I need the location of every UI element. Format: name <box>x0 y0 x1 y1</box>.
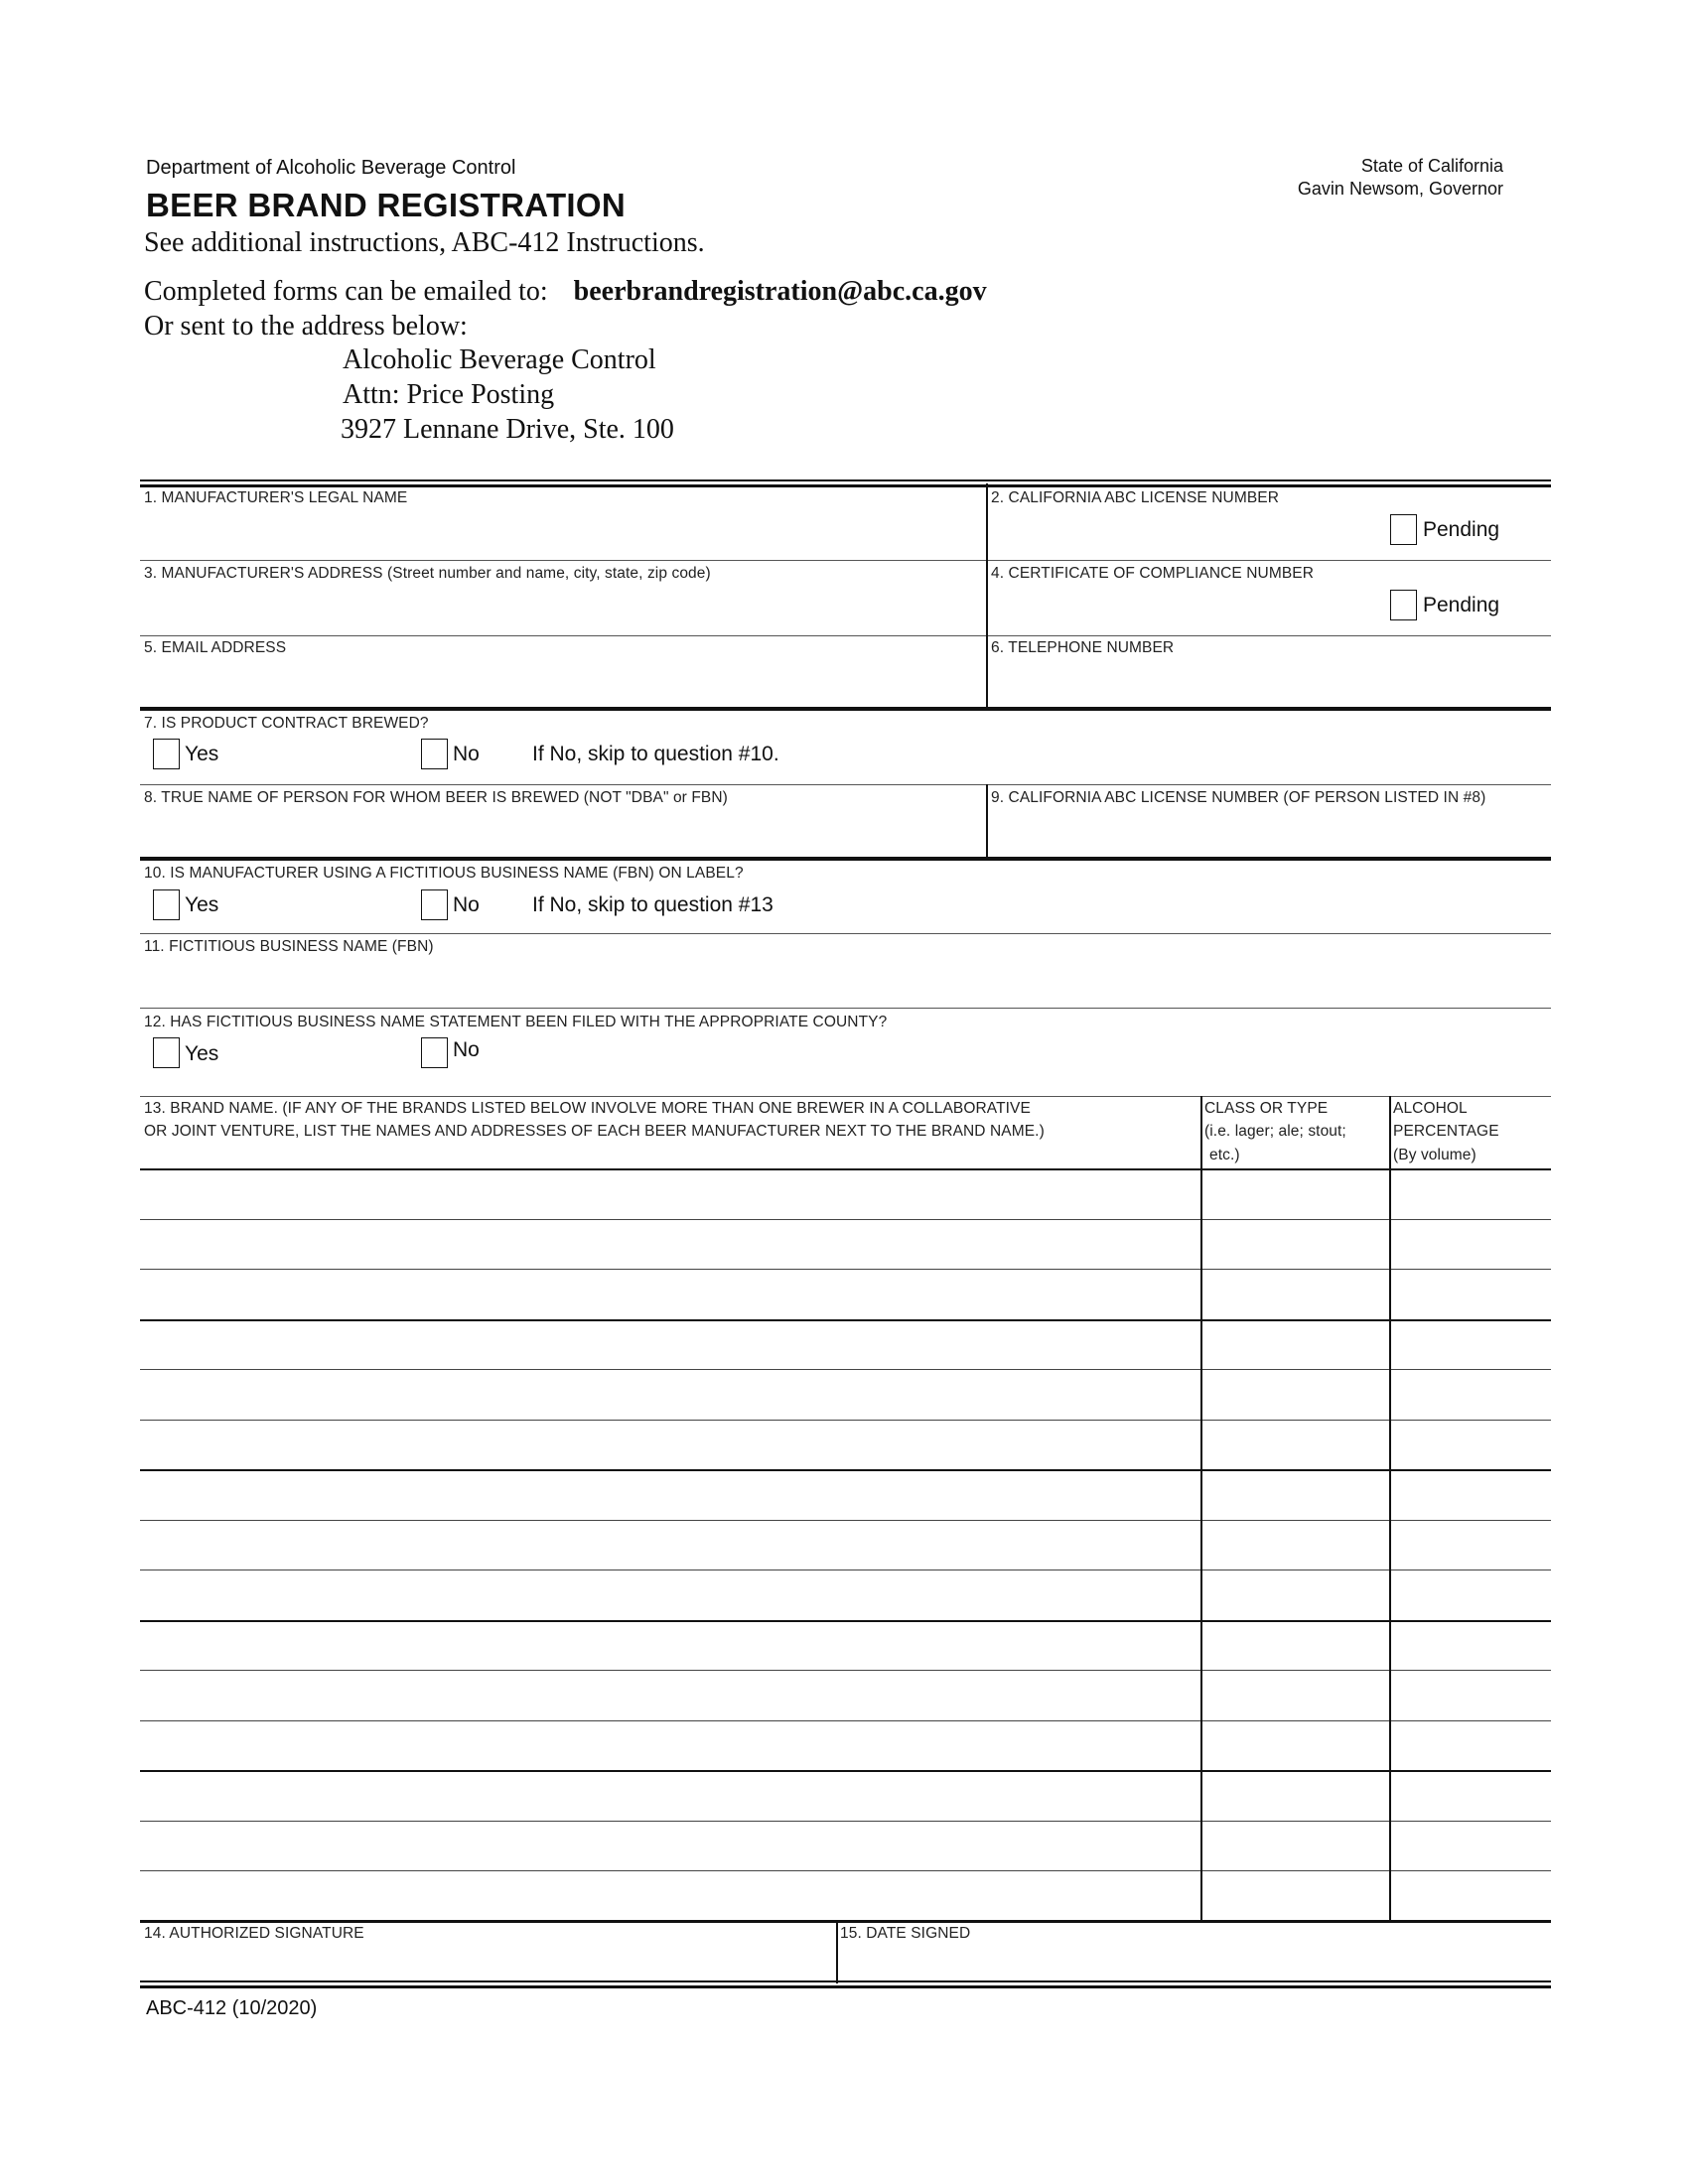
manufacturer-address-input[interactable] <box>144 588 982 629</box>
field-label-1: 1. MANUFACTURER'S LEGAL NAME <box>144 489 408 506</box>
fbn-yes-checkbox[interactable] <box>153 889 180 920</box>
brand-name-cell[interactable] <box>144 1778 1198 1817</box>
alcohol-percentage-cell[interactable] <box>1393 1277 1552 1315</box>
divider <box>140 784 1551 785</box>
class-type-cell[interactable] <box>1204 1878 1389 1917</box>
yes-label: Yes <box>185 893 219 916</box>
class-type-cell[interactable] <box>1204 1277 1389 1315</box>
email-link[interactable]: beerbrandregistration@abc.ca.gov <box>573 276 987 307</box>
table-row-line <box>140 1219 1551 1220</box>
fbn-filed-no-checkbox[interactable] <box>421 1037 448 1068</box>
brewed-for-license-input[interactable] <box>991 812 1531 854</box>
fbn-filed-yes-checkbox[interactable] <box>153 1037 180 1068</box>
table-row-line <box>140 1469 1551 1471</box>
email-instruction <box>144 276 987 308</box>
alcohol-percentage-cell[interactable] <box>1393 1327 1552 1366</box>
field-label-9: 9. CALIFORNIA ABC LICENSE NUMBER (OF PERSON LISTED IN #8) <box>991 789 1486 806</box>
yes-label: Yes <box>185 1042 219 1065</box>
alcohol-header-3: (By volume) <box>1393 1147 1477 1163</box>
divider <box>140 479 1551 481</box>
field-label-7: 7. IS PRODUCT CONTRACT BREWED? <box>144 715 429 732</box>
divider <box>140 857 1551 861</box>
field-label-10: 10. IS MANUFACTURER USING A FICTITIOUS BUSINESS NAME (FBN) ON LABEL? <box>144 865 744 882</box>
class-type-header-2: (i.e. lager; ale; stout; <box>1204 1123 1346 1140</box>
field-label-11: 11. FICTITIOUS BUSINESS NAME (FBN) <box>144 938 434 955</box>
table-row-line <box>140 1269 1551 1270</box>
brand-name-cell[interactable] <box>144 1377 1198 1416</box>
table-row-line <box>140 1168 1551 1170</box>
alcohol-percentage-cell[interactable] <box>1393 1678 1552 1716</box>
no-label: No <box>453 743 480 765</box>
class-type-cell[interactable] <box>1204 1628 1389 1667</box>
class-type-cell[interactable] <box>1204 1829 1389 1867</box>
field-label-4: 4. CERTIFICATE OF COMPLIANCE NUMBER <box>991 565 1315 582</box>
brand-name-cell[interactable] <box>144 1176 1198 1215</box>
class-type-cell[interactable] <box>1204 1477 1389 1516</box>
field-label-5: 5. EMAIL ADDRESS <box>144 639 287 656</box>
class-type-header: CLASS OR TYPE <box>1204 1100 1329 1117</box>
pending-checkbox-2[interactable] <box>1390 514 1417 545</box>
field-label-2: 2. CALIFORNIA ABC LICENSE NUMBER <box>991 489 1280 506</box>
class-type-header-3: etc.) <box>1209 1147 1240 1163</box>
table-row-line <box>140 1620 1551 1622</box>
address-line-1: Alcoholic Beverage Control <box>343 344 656 375</box>
brand-name-cell[interactable] <box>144 1477 1198 1516</box>
pending-label: Pending <box>1423 594 1500 616</box>
or-sent-text: Or sent to the address below: <box>144 311 468 341</box>
field-label-6: 6. TELEPHONE NUMBER <box>991 639 1175 656</box>
field-label-3: 3. MANUFACTURER'S ADDRESS (Street number and name, city, state, zip code) <box>144 565 711 582</box>
class-type-cell[interactable] <box>1204 1176 1389 1215</box>
email-address-input[interactable] <box>144 663 982 705</box>
contract-brewed-yes-checkbox[interactable] <box>153 739 180 769</box>
divider <box>140 1096 1551 1097</box>
contract-brewed-no-checkbox[interactable] <box>421 739 448 769</box>
alcohol-percentage-cell[interactable] <box>1393 1778 1552 1817</box>
certificate-compliance-input[interactable] <box>991 588 1382 629</box>
alcohol-percentage-cell[interactable] <box>1393 1528 1552 1567</box>
divider <box>986 784 988 858</box>
date-signed-input[interactable] <box>840 1948 1529 1979</box>
alcohol-header-2: PERCENTAGE <box>1393 1123 1499 1140</box>
class-type-cell[interactable] <box>1204 1428 1389 1466</box>
class-type-cell[interactable] <box>1204 1377 1389 1416</box>
state-name: State of California <box>1360 156 1503 176</box>
table-row-line <box>140 1720 1551 1721</box>
no-label: No <box>453 1038 480 1061</box>
skip-to-13-note: If No, skip to question #13 <box>532 893 774 916</box>
divider <box>140 1985 1551 1988</box>
table-row-line <box>140 1420 1551 1421</box>
brand-name-cell[interactable] <box>144 1678 1198 1716</box>
page-title: BEER BRAND REGISTRATION <box>146 187 626 223</box>
skip-to-10-note: If No, skip to question #10. <box>532 743 779 765</box>
field-label-15: 15. DATE SIGNED <box>840 1925 971 1942</box>
pending-checkbox-4[interactable] <box>1390 590 1417 620</box>
alcohol-percentage-cell[interactable] <box>1393 1829 1552 1867</box>
table-row-line <box>140 1369 1551 1370</box>
brand-name-cell[interactable] <box>144 1277 1198 1315</box>
brand-name-cell[interactable] <box>144 1577 1198 1616</box>
email-text: Completed forms can be emailed to: <box>144 276 548 307</box>
alcohol-percentage-cell[interactable] <box>1393 1428 1552 1466</box>
field-label-13-line-1: 13. BRAND NAME. (IF ANY OF THE BRANDS LISTED BELOW INVOLVE MORE THAN ONE BREWER IN A COLLABORATIVE <box>144 1100 1031 1117</box>
table-row-line <box>140 1520 1551 1521</box>
address-line-3: 3927 Lennane Drive, Ste. 100 <box>341 414 674 445</box>
class-type-cell[interactable] <box>1204 1327 1389 1366</box>
abc-license-number-input[interactable] <box>991 511 1382 553</box>
divider <box>140 1920 1551 1922</box>
alcohol-percentage-cell[interactable] <box>1393 1577 1552 1616</box>
divider <box>140 560 1551 561</box>
fbn-no-checkbox[interactable] <box>421 889 448 920</box>
brand-name-cell[interactable] <box>144 1428 1198 1466</box>
authorized-signature-input[interactable] <box>144 1948 823 1979</box>
field-label-8: 8. TRUE NAME OF PERSON FOR WHOM BEER IS BREWED (NOT "DBA" or FBN) <box>144 789 728 806</box>
class-type-cell[interactable] <box>1204 1728 1389 1767</box>
pending-label: Pending <box>1423 518 1500 541</box>
divider <box>140 1008 1551 1009</box>
brand-name-cell[interactable] <box>144 1628 1198 1667</box>
brand-name-cell[interactable] <box>144 1878 1198 1917</box>
field-label-12: 12. HAS FICTITIOUS BUSINESS NAME STATEMENT BEEN FILED WITH THE APPROPRIATE COUNTY? <box>144 1014 888 1030</box>
divider <box>140 707 1551 711</box>
alcohol-percentage-cell[interactable] <box>1393 1377 1552 1416</box>
true-name-input[interactable] <box>144 812 982 854</box>
divider <box>1200 1096 1202 1921</box>
brand-name-cell[interactable] <box>144 1829 1198 1867</box>
governor-name: Gavin Newsom, Governor <box>1297 179 1503 199</box>
manufacturer-legal-name-input[interactable] <box>144 511 982 553</box>
department-name: Department of Alcoholic Beverage Control <box>146 157 516 179</box>
table-row-line <box>140 1770 1551 1772</box>
form-number: ABC-412 (10/2020) <box>146 1997 318 2019</box>
class-type-cell[interactable] <box>1204 1577 1389 1616</box>
address-line-2: Attn: Price Posting <box>343 379 555 410</box>
divider <box>1389 1096 1391 1921</box>
alcohol-percentage-cell[interactable] <box>1393 1176 1552 1215</box>
alcohol-header: ALCOHOL <box>1393 1100 1468 1117</box>
fbn-input[interactable] <box>144 961 1538 1003</box>
alcohol-percentage-cell[interactable] <box>1393 1227 1552 1266</box>
divider <box>140 1980 1551 1982</box>
brand-name-cell[interactable] <box>144 1528 1198 1567</box>
alcohol-percentage-cell[interactable] <box>1393 1728 1552 1767</box>
yes-label: Yes <box>185 743 219 765</box>
table-row-line <box>140 1870 1551 1871</box>
class-type-cell[interactable] <box>1204 1678 1389 1716</box>
brand-name-cell[interactable] <box>144 1327 1198 1366</box>
divider <box>140 635 1551 636</box>
divider <box>836 1921 838 1983</box>
table-row-line <box>140 1821 1551 1822</box>
table-row-line <box>140 1319 1551 1321</box>
brand-name-cell[interactable] <box>144 1227 1198 1266</box>
field-label-13-line-2: OR JOINT VENTURE, LIST THE NAMES AND ADDRESSES OF EACH BEER MANUFACTURER NEXT TO THE BRAND NAME.) <box>144 1123 1045 1140</box>
divider <box>140 933 1551 934</box>
class-type-cell[interactable] <box>1204 1778 1389 1817</box>
class-type-cell[interactable] <box>1204 1528 1389 1567</box>
telephone-number-input[interactable] <box>991 663 1531 705</box>
alcohol-percentage-cell[interactable] <box>1393 1878 1552 1917</box>
brand-name-cell[interactable] <box>144 1728 1198 1767</box>
instructions-note: See additional instructions, ABC-412 Instructions. <box>144 227 705 258</box>
no-label: No <box>453 893 480 916</box>
class-type-cell[interactable] <box>1204 1227 1389 1266</box>
divider <box>986 483 988 708</box>
alcohol-percentage-cell[interactable] <box>1393 1477 1552 1516</box>
field-label-14: 14. AUTHORIZED SIGNATURE <box>144 1925 364 1942</box>
divider <box>140 484 1551 487</box>
alcohol-percentage-cell[interactable] <box>1393 1628 1552 1667</box>
table-row-line <box>140 1670 1551 1671</box>
